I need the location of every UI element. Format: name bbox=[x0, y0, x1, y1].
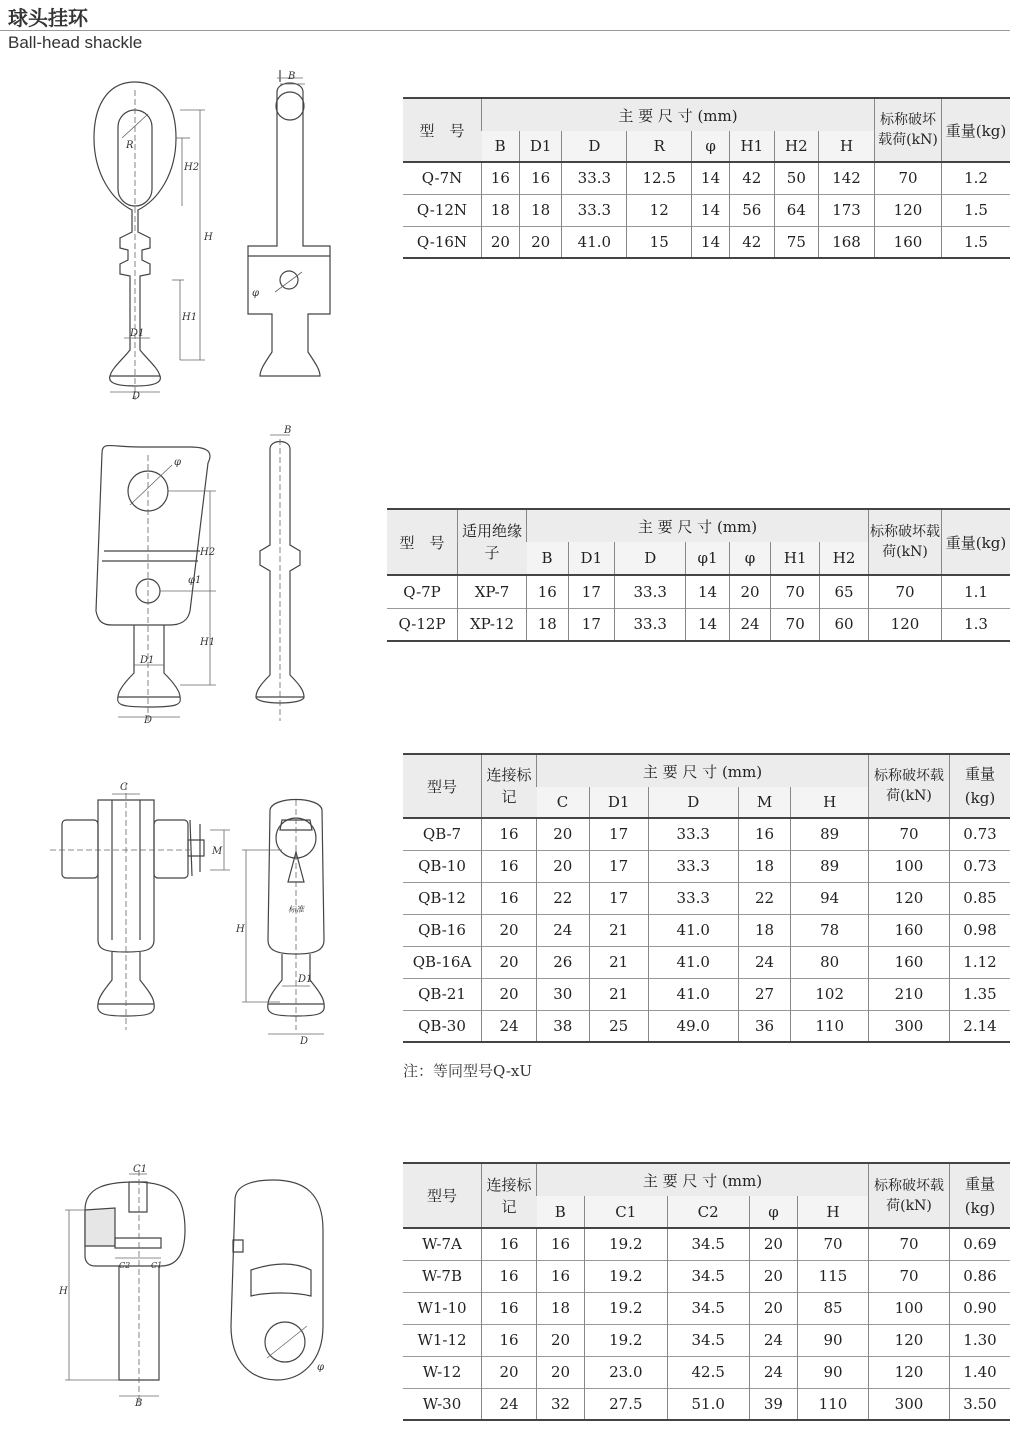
table-cell: 16 bbox=[537, 1260, 585, 1292]
table-cell: 20 bbox=[482, 978, 537, 1010]
model-cell: QB-16A bbox=[412, 953, 472, 971]
fig1-label-b-top: B bbox=[288, 71, 296, 82]
fig2-label-h1: H1 bbox=[200, 637, 216, 648]
table-cell: 110 bbox=[791, 1010, 869, 1042]
table-cell: 70 bbox=[869, 575, 942, 608]
table-cell: 39 bbox=[749, 1388, 797, 1420]
header-dim: φ bbox=[729, 542, 771, 575]
table-cell: 14 bbox=[686, 608, 730, 641]
table-cell: 20 bbox=[519, 226, 562, 258]
table-cell: 27 bbox=[738, 978, 791, 1010]
header-dim: C bbox=[537, 787, 590, 818]
fig3-label-c: C bbox=[120, 782, 128, 793]
model-cell: Q-16N bbox=[416, 232, 468, 251]
table-cell: 120 bbox=[869, 882, 950, 914]
fig2-label-phi1: φ1 bbox=[188, 575, 202, 586]
table-cell: 120 bbox=[875, 194, 942, 226]
table-cell: 0.73 bbox=[950, 818, 1011, 850]
model-cell: Q-7P bbox=[403, 582, 441, 601]
header-dim: B bbox=[527, 542, 569, 575]
model-cell: W-7B bbox=[422, 1267, 462, 1285]
table-cell: 70 bbox=[869, 818, 950, 850]
table-cell: 34.5 bbox=[667, 1260, 749, 1292]
table-cell: 20 bbox=[729, 575, 771, 608]
table-cell: 22 bbox=[738, 882, 791, 914]
table-cell: 20 bbox=[537, 1324, 585, 1356]
header-breaking-load: 标称破坏载荷(kN) bbox=[869, 754, 950, 818]
table-cell: 100 bbox=[869, 850, 950, 882]
table-cell: 33.3 bbox=[648, 818, 738, 850]
table-cell: 24 bbox=[749, 1324, 797, 1356]
table-row bbox=[403, 882, 1010, 914]
table-cell: 210 bbox=[869, 978, 950, 1010]
table-cell: 90 bbox=[798, 1324, 869, 1356]
model-cell: QB-10 bbox=[418, 857, 466, 875]
page-subtitle: Ball-head shackle bbox=[8, 33, 143, 52]
header-dim: D1 bbox=[519, 131, 562, 162]
table-cell: 89 bbox=[791, 818, 869, 850]
table-cell: 20 bbox=[537, 1356, 585, 1388]
table-body bbox=[403, 162, 1010, 258]
header-dim: C2 bbox=[667, 1196, 749, 1228]
table-cell: 24 bbox=[738, 946, 791, 978]
table-row bbox=[403, 850, 1010, 882]
table-cell: 78 bbox=[791, 914, 869, 946]
table-cell: XP-12 bbox=[458, 608, 527, 641]
table-cell: 24 bbox=[729, 608, 771, 641]
table-cell: 33.3 bbox=[615, 608, 686, 641]
table-cell: 120 bbox=[869, 608, 942, 641]
table-cell: 300 bbox=[869, 1388, 950, 1420]
header-dim: M bbox=[738, 787, 791, 818]
table-cell: 14 bbox=[692, 226, 730, 258]
table-cell: 21 bbox=[589, 978, 648, 1010]
table-cell: 16 bbox=[537, 1228, 585, 1260]
table-cell: 16 bbox=[482, 1260, 537, 1292]
table-cell: 70 bbox=[771, 608, 820, 641]
table-cell: 300 bbox=[869, 1010, 950, 1042]
table-cell: 1.5 bbox=[942, 194, 1011, 226]
table-cell: 24 bbox=[537, 914, 590, 946]
table-cell: 1.2 bbox=[942, 162, 1011, 194]
model-cell: Q-7N bbox=[421, 169, 463, 188]
table-row bbox=[403, 818, 1010, 850]
table-cell: 19.2 bbox=[585, 1228, 667, 1260]
table-cell: 21 bbox=[589, 914, 648, 946]
table-cell: 1.3 bbox=[942, 608, 1011, 641]
header-dim: D1 bbox=[589, 787, 648, 818]
header-dim: H bbox=[819, 131, 875, 162]
table-cell: 160 bbox=[875, 226, 942, 258]
table-row bbox=[387, 608, 1010, 641]
table-cell: 41.0 bbox=[562, 226, 627, 258]
table-row bbox=[403, 1228, 1010, 1260]
table-cell: 18 bbox=[527, 608, 569, 641]
table-cell: 17 bbox=[589, 850, 648, 882]
table-cell: 70 bbox=[771, 575, 820, 608]
header-model: 型号 bbox=[403, 1163, 482, 1228]
fig2-label-d: D bbox=[144, 715, 153, 726]
table-cell: 20 bbox=[482, 946, 537, 978]
title-divider bbox=[0, 30, 1010, 31]
table-row bbox=[403, 946, 1010, 978]
table-cell: 14 bbox=[686, 575, 730, 608]
fig3-label-d1: D1 bbox=[298, 974, 313, 985]
model-cell: QB-12 bbox=[418, 889, 466, 907]
table-cell: 70 bbox=[869, 1228, 950, 1260]
header-model: 型 号 bbox=[403, 98, 482, 162]
fig4-label-c2: C2 bbox=[119, 1261, 131, 1270]
table-cell: 33.3 bbox=[648, 850, 738, 882]
table-cell: 24 bbox=[482, 1388, 537, 1420]
table-cell: 168 bbox=[819, 226, 875, 258]
table-cell: 16 bbox=[738, 818, 791, 850]
fig2-label-d1: D1 bbox=[140, 655, 155, 666]
header-connection-mark: 连接标记 bbox=[482, 1163, 537, 1228]
spec-table-w bbox=[403, 1162, 1010, 1421]
table-cell: 60 bbox=[820, 608, 869, 641]
header-weight: 重量(kg) bbox=[942, 98, 1011, 162]
fig3-drawing bbox=[50, 780, 370, 1050]
page-title: 球头挂环 bbox=[8, 6, 88, 30]
table-cell: 20 bbox=[482, 914, 537, 946]
table-cell: 34.5 bbox=[667, 1324, 749, 1356]
table-cell: 1.40 bbox=[950, 1356, 1011, 1388]
table-cell: 160 bbox=[869, 946, 950, 978]
spec-table-q-n bbox=[403, 97, 1010, 259]
table-cell: 16 bbox=[482, 882, 537, 914]
header-breaking-load: 标称破坏载荷(kN) bbox=[869, 1163, 950, 1228]
table-cell: 32 bbox=[537, 1388, 585, 1420]
model-cell: QB-21 bbox=[418, 985, 466, 1003]
table-cell: 18 bbox=[482, 194, 520, 226]
table-cell: 0.98 bbox=[950, 914, 1011, 946]
header-insulator: 适用绝缘子 bbox=[458, 509, 527, 575]
header-dim: H1 bbox=[730, 131, 775, 162]
model-cell: Q-12P bbox=[398, 615, 446, 634]
table-cell: 14 bbox=[692, 162, 730, 194]
model-cell: QB-7 bbox=[422, 825, 462, 844]
table-cell: 0.73 bbox=[950, 850, 1011, 882]
table-cell: 38 bbox=[537, 1010, 590, 1042]
table-row bbox=[403, 1260, 1010, 1292]
table-row bbox=[403, 162, 1010, 194]
table-cell: 19.2 bbox=[585, 1292, 667, 1324]
table-cell: 21 bbox=[589, 946, 648, 978]
table-cell: 16 bbox=[519, 162, 562, 194]
table-cell: 102 bbox=[791, 978, 869, 1010]
header-dim: H1 bbox=[771, 542, 820, 575]
table-cell: 42.5 bbox=[667, 1356, 749, 1388]
header-model: 型号 bbox=[403, 754, 482, 818]
table-cell: 33.3 bbox=[648, 882, 738, 914]
table-row bbox=[403, 1388, 1010, 1420]
table-cell: 85 bbox=[798, 1292, 869, 1324]
table-cell: 20 bbox=[537, 850, 590, 882]
table-cell: 41.0 bbox=[648, 946, 738, 978]
table-body bbox=[403, 1228, 1010, 1420]
fig2-drawing bbox=[80, 425, 380, 725]
model-cell: Q-12N bbox=[416, 201, 468, 219]
table-cell: 41.0 bbox=[648, 914, 738, 946]
table-cell: 56 bbox=[730, 194, 775, 226]
fig1-label-h2: H2 bbox=[184, 162, 200, 173]
table-cell: 64 bbox=[774, 194, 819, 226]
table-cell: 23.0 bbox=[585, 1356, 667, 1388]
header-dim: D bbox=[648, 787, 738, 818]
header-dim: H bbox=[798, 1196, 869, 1228]
fig1-drawing bbox=[80, 70, 380, 400]
fig4-label-h: H bbox=[59, 1286, 68, 1297]
fig4-label-c1-top: C1 bbox=[133, 1164, 148, 1175]
header-dim: φ1 bbox=[686, 542, 730, 575]
header-main-dimensions: 主 要 尺 寸 (mm) bbox=[537, 1163, 869, 1196]
table-cell: 17 bbox=[568, 608, 615, 641]
table-cell: 12.5 bbox=[627, 162, 692, 194]
model-cell: W-7A bbox=[422, 1235, 462, 1254]
table-cell: 173 bbox=[819, 194, 875, 226]
table-row bbox=[403, 226, 1010, 258]
fig3-label-m: M bbox=[212, 846, 223, 857]
table-cell: 16 bbox=[482, 1228, 537, 1260]
table-cell: 3.50 bbox=[950, 1388, 1011, 1420]
fig4-label-phi: φ bbox=[317, 1362, 325, 1373]
table-cell: 22 bbox=[537, 882, 590, 914]
table-cell: 16 bbox=[482, 818, 537, 850]
table-cell: 1.30 bbox=[950, 1324, 1011, 1356]
table-cell: 70 bbox=[798, 1228, 869, 1260]
model-cell: W-30 bbox=[422, 1394, 462, 1413]
header-main-dimensions: 主 要 尺 寸 (mm) bbox=[537, 754, 869, 787]
fig1-label-r: R bbox=[126, 140, 134, 151]
table-row bbox=[403, 914, 1010, 946]
table-row bbox=[403, 1324, 1010, 1356]
table-cell: 65 bbox=[820, 575, 869, 608]
table-cell: 0.85 bbox=[950, 882, 1011, 914]
fig2-label-h2: H2 bbox=[200, 547, 216, 558]
table-cell: 16 bbox=[482, 850, 537, 882]
header-dim: R bbox=[627, 131, 692, 162]
header-dim: H bbox=[791, 787, 869, 818]
table-cell: 80 bbox=[791, 946, 869, 978]
table-cell: 12 bbox=[627, 194, 692, 226]
header-dim: φ bbox=[692, 131, 730, 162]
header-dim: C1 bbox=[585, 1196, 667, 1228]
header-breaking-load: 标称破坏载荷(kN) bbox=[875, 98, 942, 162]
header-dim: D bbox=[562, 131, 627, 162]
header-dim: B bbox=[482, 131, 520, 162]
header-dim: D1 bbox=[568, 542, 615, 575]
table-cell: 110 bbox=[798, 1388, 869, 1420]
table-cell: 100 bbox=[869, 1292, 950, 1324]
table-body bbox=[403, 818, 1010, 1042]
table-cell: XP-7 bbox=[458, 575, 527, 608]
table-cell: 19.2 bbox=[585, 1260, 667, 1292]
table-cell: 42 bbox=[730, 226, 775, 258]
table-cell: 26 bbox=[537, 946, 590, 978]
table-cell: 33.3 bbox=[562, 194, 627, 226]
table-cell: 18 bbox=[738, 850, 791, 882]
table-cell: 27.5 bbox=[585, 1388, 667, 1420]
table-cell: 70 bbox=[869, 1260, 950, 1292]
table-cell: 51.0 bbox=[667, 1388, 749, 1420]
header-dim: D bbox=[615, 542, 686, 575]
model-cell: W1-10 bbox=[417, 1299, 467, 1317]
table-row bbox=[403, 1292, 1010, 1324]
fig1-label-phi: φ bbox=[252, 288, 260, 299]
table-cell: 25 bbox=[589, 1010, 648, 1042]
table-cell: 142 bbox=[819, 162, 875, 194]
table-cell: 30 bbox=[537, 978, 590, 1010]
table-cell: 120 bbox=[869, 1356, 950, 1388]
model-cell: QB-30 bbox=[418, 1016, 466, 1035]
model-cell: W1-12 bbox=[417, 1331, 467, 1349]
table-cell: 20 bbox=[749, 1228, 797, 1260]
table-cell: 20 bbox=[749, 1292, 797, 1324]
table-cell: 20 bbox=[482, 1356, 537, 1388]
fig4-drawing bbox=[55, 1164, 355, 1410]
header-weight: 重量(kg) bbox=[950, 754, 1011, 818]
spec-table-qb bbox=[403, 753, 1010, 1043]
table-cell: 16 bbox=[482, 1324, 537, 1356]
header-main-dimensions: 主 要 尺 寸 (mm) bbox=[482, 98, 875, 131]
fig1-label-d1: D1 bbox=[130, 328, 145, 339]
table-cell: 20 bbox=[482, 226, 520, 258]
table-cell: 24 bbox=[749, 1356, 797, 1388]
table-cell: 1.35 bbox=[950, 978, 1011, 1010]
header-model: 型 号 bbox=[387, 509, 458, 575]
table-cell: 34.5 bbox=[667, 1292, 749, 1324]
table-row bbox=[403, 1356, 1010, 1388]
table-cell: 2.14 bbox=[950, 1010, 1011, 1042]
table-cell: 17 bbox=[589, 882, 648, 914]
table-cell: 16 bbox=[527, 575, 569, 608]
table-row bbox=[403, 978, 1010, 1010]
table-cell: 70 bbox=[875, 162, 942, 194]
table-row bbox=[387, 575, 1010, 608]
table-cell: 1.5 bbox=[942, 226, 1011, 258]
fig4-label-c1: C1 bbox=[151, 1261, 163, 1270]
header-dim: φ bbox=[749, 1196, 797, 1228]
model-cell: QB-16 bbox=[418, 921, 466, 939]
table-cell: 16 bbox=[482, 1292, 537, 1324]
fig1-label-h: H bbox=[204, 232, 213, 243]
table-cell: 42 bbox=[730, 162, 775, 194]
table-cell: 94 bbox=[791, 882, 869, 914]
fig3-label-d: D bbox=[300, 1036, 309, 1047]
fig4-label-b: B bbox=[135, 1398, 143, 1409]
table-cell: 1.12 bbox=[950, 946, 1011, 978]
table-cell: 17 bbox=[568, 575, 615, 608]
header-dim: H2 bbox=[774, 131, 819, 162]
table-row bbox=[403, 1010, 1010, 1042]
table-cell: 89 bbox=[791, 850, 869, 882]
table-cell: 18 bbox=[537, 1292, 585, 1324]
header-breaking-load: 标称破坏载荷(kN) bbox=[869, 509, 942, 575]
table-cell: 19.2 bbox=[585, 1324, 667, 1356]
fig1-label-d: D bbox=[132, 391, 141, 402]
table-cell: 36 bbox=[738, 1010, 791, 1042]
table-cell: 1.1 bbox=[942, 575, 1011, 608]
table-cell: 18 bbox=[738, 914, 791, 946]
table-cell: 24 bbox=[482, 1010, 537, 1042]
fig3-label-standard: 标准 bbox=[288, 905, 304, 914]
table-cell: 160 bbox=[869, 914, 950, 946]
table-cell: 20 bbox=[537, 818, 590, 850]
fig2-label-b: B bbox=[284, 425, 292, 436]
table-cell: 15 bbox=[627, 226, 692, 258]
table-body bbox=[387, 575, 1010, 641]
fig1-label-h1: H1 bbox=[182, 312, 198, 323]
table-cell: 18 bbox=[519, 194, 562, 226]
model-cell: W-12 bbox=[422, 1363, 462, 1381]
table-note: 注：等同型号Q-xU bbox=[403, 1062, 533, 1080]
table-cell: 34.5 bbox=[667, 1228, 749, 1260]
table-cell: 16 bbox=[482, 162, 520, 194]
table-cell: 41.0 bbox=[648, 978, 738, 1010]
table-cell: 33.3 bbox=[562, 162, 627, 194]
header-dim: H2 bbox=[820, 542, 869, 575]
spec-table-q-p bbox=[387, 508, 1010, 642]
table-cell: 90 bbox=[798, 1356, 869, 1388]
table-cell: 0.69 bbox=[950, 1228, 1011, 1260]
table-cell: 33.3 bbox=[615, 575, 686, 608]
header-weight: 重量(kg) bbox=[950, 1163, 1011, 1228]
table-cell: 14 bbox=[692, 194, 730, 226]
fig3-label-h: H bbox=[236, 924, 245, 935]
table-cell: 75 bbox=[774, 226, 819, 258]
table-cell: 49.0 bbox=[648, 1010, 738, 1042]
table-cell: 50 bbox=[774, 162, 819, 194]
header-connection-mark: 连接标记 bbox=[482, 754, 537, 818]
header-dim: B bbox=[537, 1196, 585, 1228]
table-row bbox=[403, 194, 1010, 226]
table-cell: 0.86 bbox=[950, 1260, 1011, 1292]
header-main-dimensions: 主 要 尺 寸 (mm) bbox=[527, 509, 869, 542]
table-cell: 20 bbox=[749, 1260, 797, 1292]
table-cell: 17 bbox=[589, 818, 648, 850]
table-cell: 115 bbox=[798, 1260, 869, 1292]
header-weight: 重量(kg) bbox=[942, 509, 1011, 575]
table-cell: 0.90 bbox=[950, 1292, 1011, 1324]
fig2-label-phi: φ bbox=[174, 457, 182, 468]
table-cell: 120 bbox=[869, 1324, 950, 1356]
